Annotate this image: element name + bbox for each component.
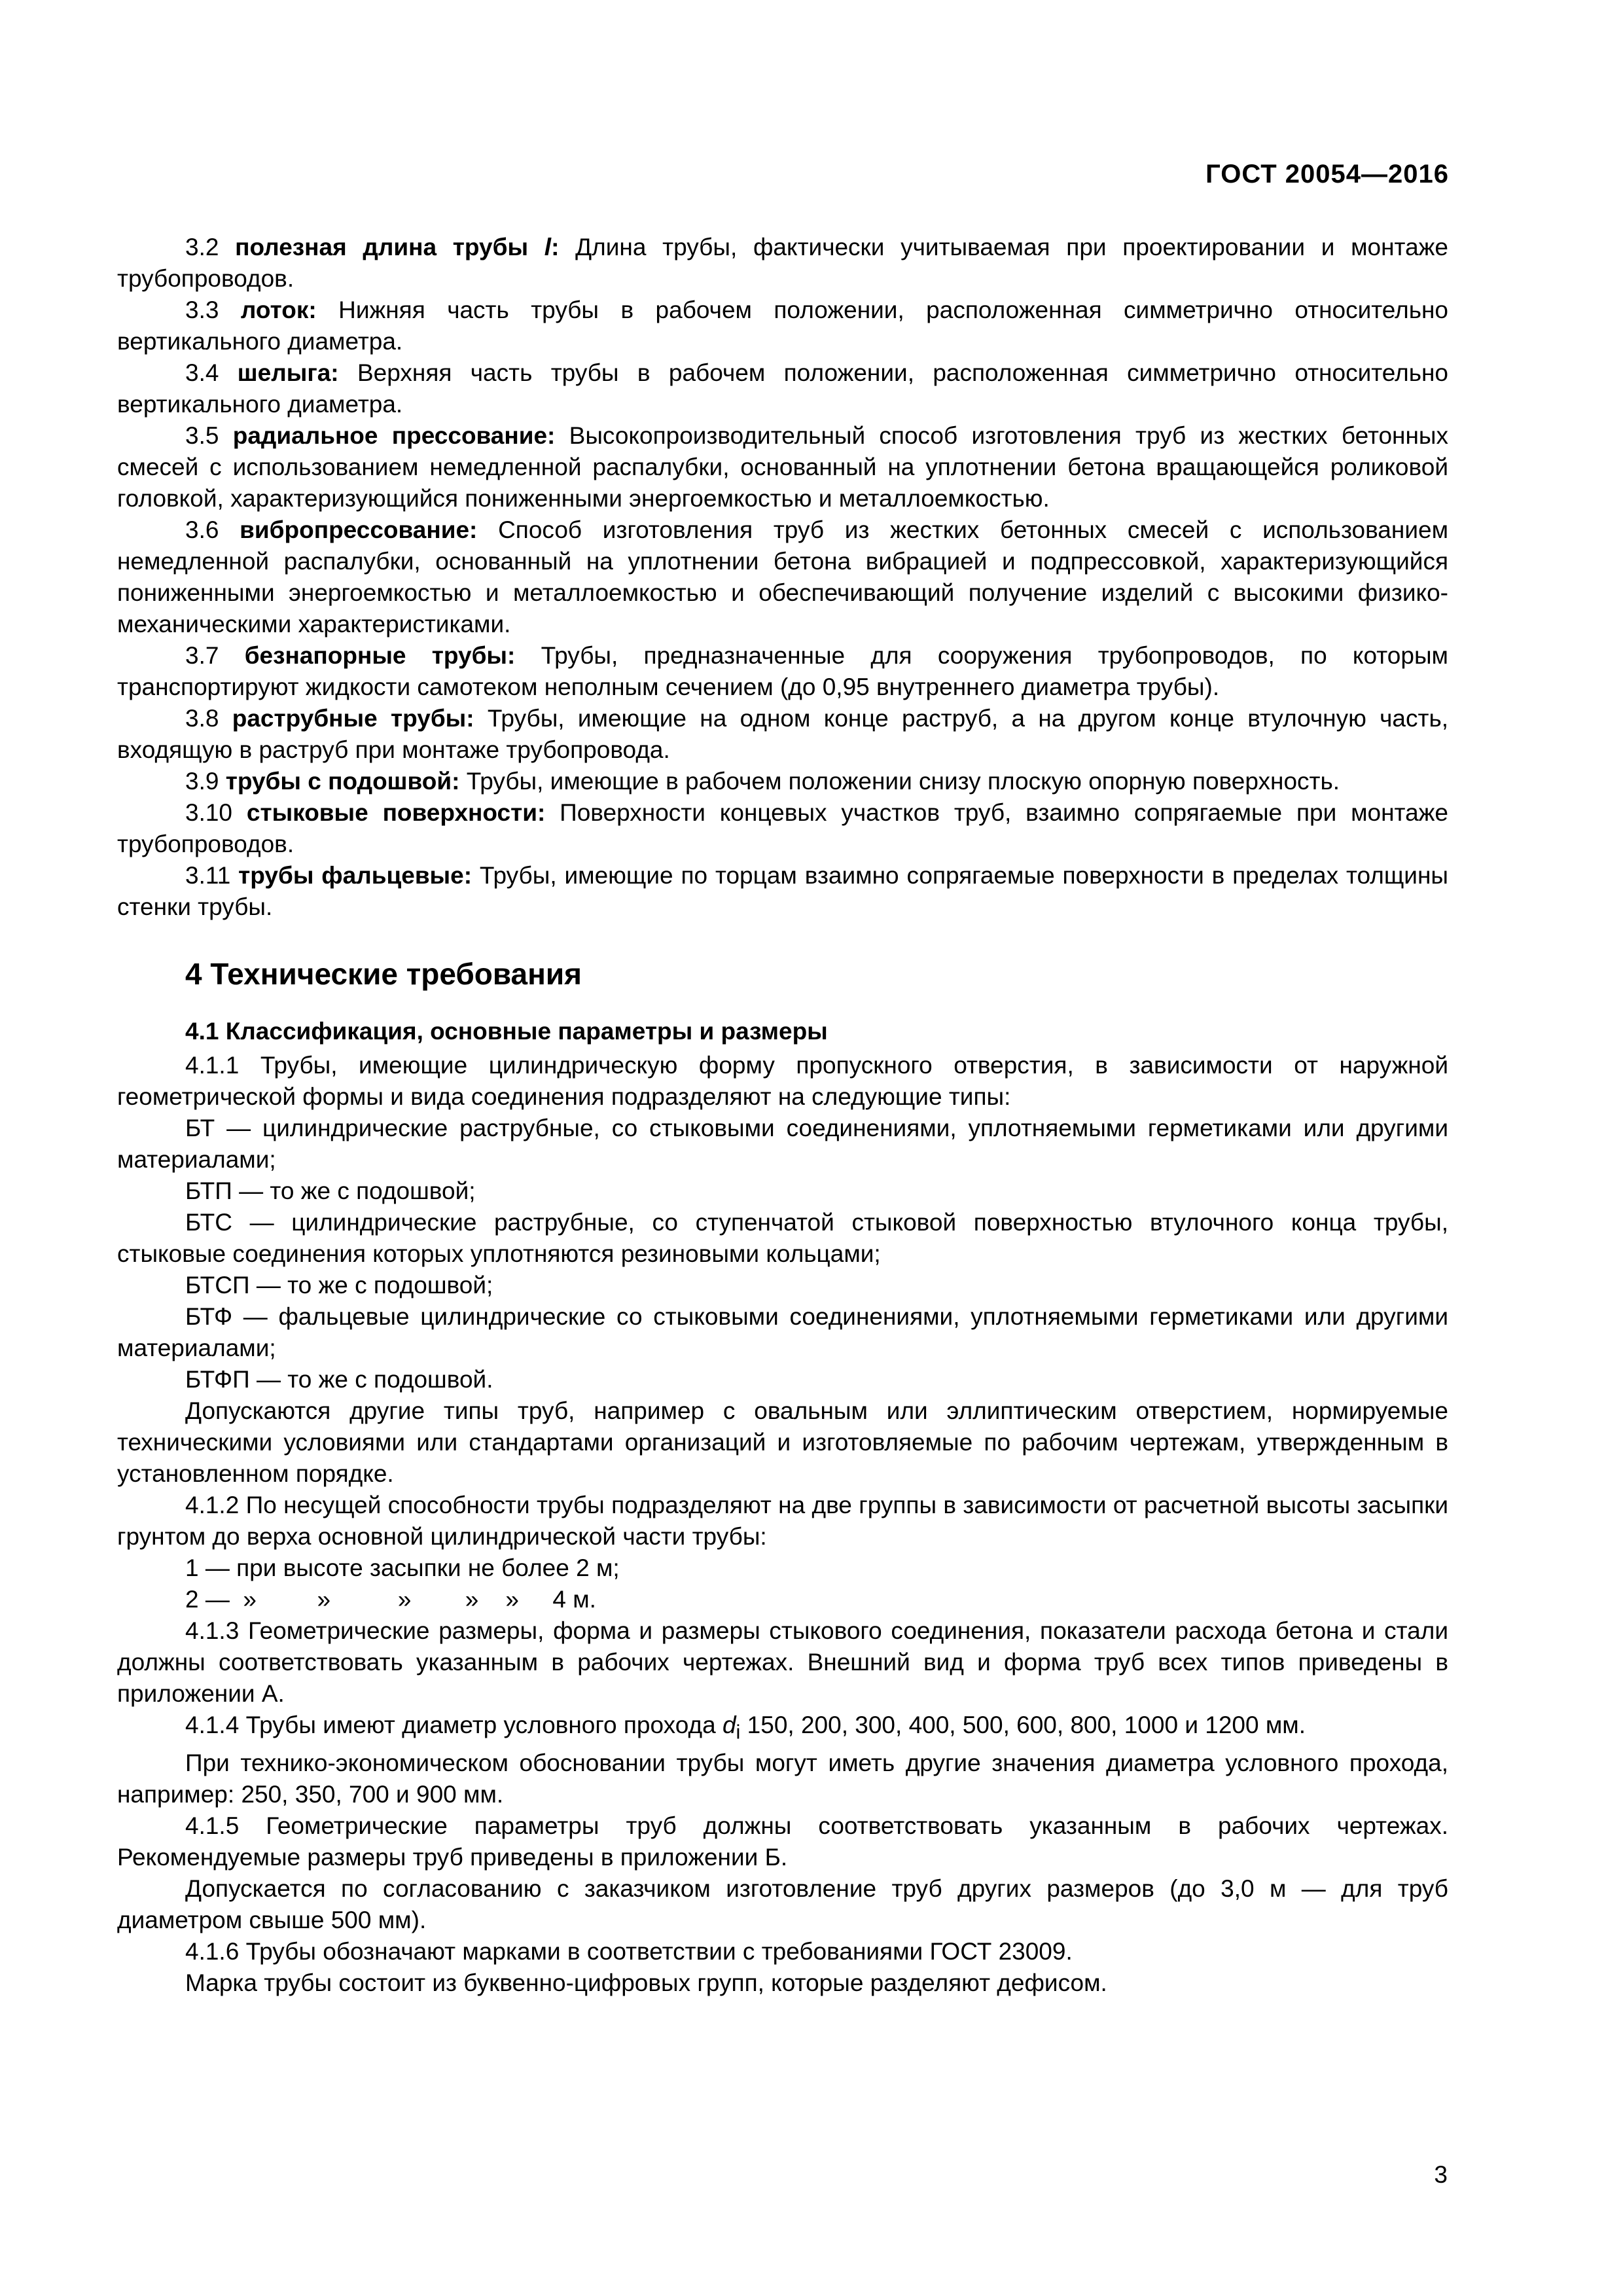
term-3-7: 3.7 безнапорные трубы: Трубы, предназначенные для сооружения трубопроводов, по которым транспортируют жидкости самотеком неполным сечением (до 0,95 внутреннего диаметра трубы).	[117, 642, 1448, 700]
type-btp: БТП — то же с подошвой;	[185, 1177, 476, 1204]
term-3-3: 3.3 лоток: Нижняя часть трубы в рабочем положении, расположенная симметрично относительно вертикального диаметра.	[117, 296, 1449, 355]
group-1: 1 — при высоте засыпки не более 2 м;	[185, 1554, 620, 1581]
term-3-6: 3.6 вибропрессование: Способ изготовления труб из жестких бетонных смесей с использованием немедленной распалубки, основанный на уплотнении бетона вибрацией и подпрессовкой, характеризующийся пониженными энергоемкостью и металлоемкостью и обеспечивающий получение изделий с высокими физико-механическими характеристиками.	[117, 516, 1449, 637]
term-3-11: 3.11 трубы фальцевые: Трубы, имеющие по торцам взаимно сопрягаемые поверхности в пределах толщины стенки трубы.	[117, 862, 1449, 920]
type-btsp: БТСП — то же с подошвой;	[185, 1272, 493, 1299]
document-header: ГОСТ 20054—2016	[1205, 160, 1449, 188]
clause-4-1-4: 4.1.4 Трубы имеют диаметр условного прохода $d_i$ 150, 200, 300, 400, 500, 600, 800, 1000 и 1200 мм.	[185, 1712, 1306, 1744]
document-body	[117, 232, 1448, 1999]
type-btfp: БТФП — то же с подошвой.	[185, 1366, 493, 1393]
term-3-4: 3.4 шелыга: Верхняя часть трубы в рабочем положении, расположенная симметрично относительно вертикального диаметра.	[117, 359, 1448, 418]
page-number: 3	[1434, 2161, 1448, 2188]
group-2: 2 — » » » » » 4 м.	[185, 1586, 596, 1613]
term-3-8: 3.8 раструбные трубы: Трубы, имеющие на одном конце раструб, а на другом конце втулочную часть, входящую в раструб при монтаже трубопровода.	[117, 705, 1449, 763]
clause-4-1-6-other: Марка трубы состоит из буквенно-цифровых групп, которые разделяют дефисом.	[185, 1969, 1107, 1997]
term-3-5: 3.5 радиальное прессование: Высокопроизводительный способ изготовления труб из жестких бетонных смесей с использованием немедленной распалубки, основанный на уплотнении бетона вращающейся роликовой головкой, характеризующийся пониженными энергоемкостью и металлоемкостью.	[117, 422, 1449, 512]
section-4-1-title: 4.1 Классификация, основные параметры и размеры	[185, 1018, 828, 1045]
clause-4-1-6: 4.1.6 Трубы обозначают марками в соответствии с требованиями ГОСТ 23009.	[185, 1938, 1073, 1965]
clause-4-1-3: 4.1.3 Геометрические размеры, форма и размеры стыкового соединения, показатели расхода бетона и стали должны соответствовать указанным в рабочих чертежах. Внешний вид и форма труб всех типов приведены в приложении А.	[117, 1617, 1448, 1707]
term-3-10: 3.10 стыковые поверхности: Поверхности концевых участков труб, взаимно сопрягаемые при монтаже трубопроводов.	[117, 799, 1448, 857]
clause-4-1-1: 4.1.1 Трубы, имеющие цилиндрическую форму пропускного отверстия, в зависимости от наружной геометрической формы и вида соединения подразделяют на следующие типы:	[117, 1052, 1448, 1110]
term-3-9: 3.9 трубы с подошвой: Трубы, имеющие в рабочем положении снизу плоскую опорную поверхность.	[185, 768, 1340, 795]
clause-4-1-5: 4.1.5 Геометрические параметры труб должны соответствовать указанным в рабочих чертежах. Рекомендуемые размеры труб приведены в приложении Б.	[117, 1812, 1448, 1871]
type-btf: БТФ — фальцевые цилиндрические со стыковыми соединениями, уплотняемыми герметиками или другими материалами;	[117, 1303, 1448, 1361]
clause-4-1-5-other: Допускается по согласованию с заказчиком изготовление труб других размеров (до 3,0 м — для труб диаметром свыше 500 мм).	[117, 1875, 1448, 1934]
type-bts: БТС — цилиндрические раструбные, со ступенчатой стыковой поверхностью втулочного конца трубы, стыковые соединения которых уплотняются резиновыми кольцами;	[117, 1209, 1448, 1267]
type-bt: БТ — цилиндрические раструбные, со стыковыми соединениями, уплотняемыми герметиками или другими материалами;	[117, 1115, 1448, 1173]
section-4-title: 4 Технические требования	[185, 957, 582, 991]
clause-4-1-2: 4.1.2 По несущей способности трубы подразделяют на две группы в зависимости от расчетной высоты засыпки грунтом до верха основной цилиндрической части трубы:	[117, 1492, 1448, 1550]
term-3-2: 3.2 полезная длина трубы l: Длина трубы, фактически учитываемая при проектировании и монтаже трубопроводов.	[117, 234, 1448, 292]
clause-4-1-1-other: Допускаются другие типы труб, например с овальным или эллиптическим отверстием, нормируемые техническими условиями или стандартами организаций и изготовляемые по рабочим чертежам, утвержденным в установленном порядке.	[117, 1397, 1448, 1487]
clause-4-1-4-other: При технико-экономическом обосновании трубы могут иметь другие значения диаметра условного прохода, например: 250, 350, 700 и 900 мм.	[117, 1749, 1448, 1808]
